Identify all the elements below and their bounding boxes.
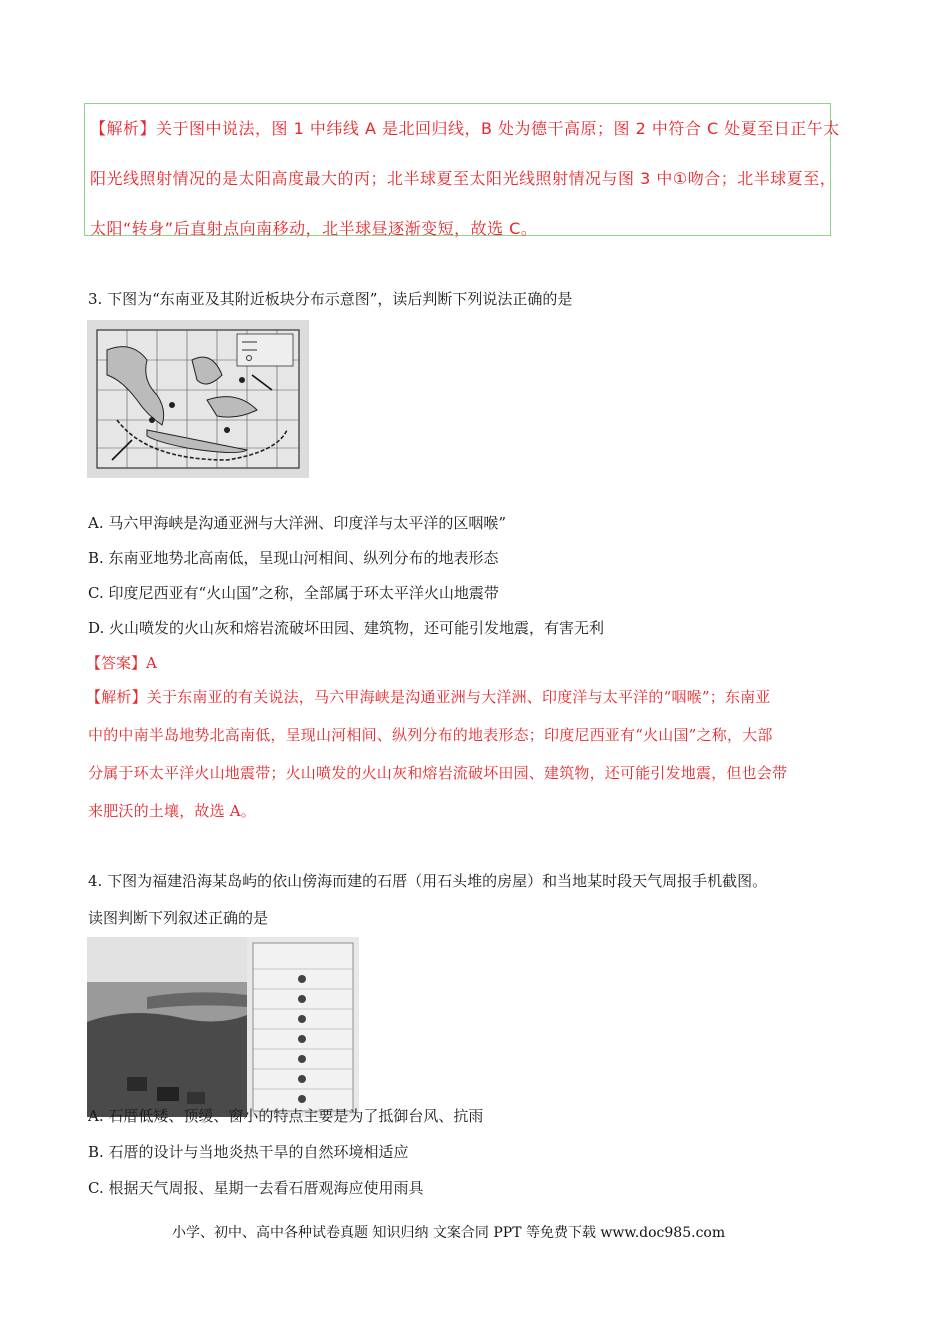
question-4-stem-line-2: 读图判断下列叙述正确的是 [88, 909, 269, 927]
question-3-analysis-line-1: 【解析】关于东南亚的有关说法，马六甲海峡是沟通亚洲与大洋洲、印度洋与太平洋的“咽喉”；东南亚 [86, 688, 771, 706]
question-3-analysis-line-4: 来肥沃的土壤，故选 A。 [88, 802, 257, 820]
question-3-stem: 3. 下图为“东南亚及其附近板块分布示意图”，读后判断下列说法正确的是 [88, 290, 573, 308]
question-4-option-b: B. 石厝的设计与当地炎热干旱的自然环境相适应 [88, 1143, 409, 1161]
question-3-option-d: D. 火山喷发的火山灰和熔岩流破坏田园、建筑物，还可能引发地震，有害无利 [88, 619, 605, 637]
analysis-box-line-2: 阳光线照射情况的是太阳高度最大的丙；北半球夏至太阳光线照射情况与图 3 中①吻合；北半球夏至， [90, 169, 837, 188]
southeast-asia-plate-map [87, 320, 309, 478]
page-footer: 小学、初中、高中各种试卷真题 知识归纳 文案合同 PPT 等免费下载 www.doc985.com [172, 1225, 726, 1241]
question-3-analysis-line-3: 分属于环太平洋火山地震带；火山喷发的火山灰和熔岩流破坏田园、建筑物，还可能引发地震，但也会带 [88, 764, 788, 782]
question-4-stem-line-1: 4. 下图为福建沿海某岛屿的依山傍海而建的石厝（用石头堆的房屋）和当地某时段天气周报手机截图。 [88, 872, 768, 890]
question-3-option-b: B. 东南亚地势北高南低，呈现山河相间、纵列分布的地表形态 [88, 549, 499, 567]
analysis-box-line-3: 太阳“转身”后直射点向南移动，北半球昼逐渐变短，故选 C。 [90, 219, 538, 238]
question-3-answer: 【答案】A [86, 654, 157, 672]
question-3-option-a: A. 马六甲海峡是沟通亚洲与大洋洲、印度洋与太平洋的区咽喉” [88, 514, 507, 532]
question-3-analysis-line-2: 中的中南半岛地势北高南低，呈现山河相间、纵列分布的地表形态；印度尼西亚有“火山国”之称，大部 [88, 726, 773, 744]
stone-house-and-weather-photo [87, 937, 359, 1117]
question-3-option-c: C. 印度尼西亚有“火山国”之称，全部属于环太平洋火山地震带 [88, 584, 499, 602]
question-4-option-a: A. 石厝低矮、顶缓、窗小的特点主要是为了抵御台风、抗雨 [88, 1107, 484, 1125]
question-4-option-c: C. 根据天气周报、星期一去看石厝观海应使用雨具 [88, 1179, 424, 1197]
analysis-box-line-1: 【解析】关于图中说法，图 1 中纬线 A 是北回归线，B 处为德干高原；图 2 中符合 C 处夏至日正午太 [90, 119, 840, 138]
